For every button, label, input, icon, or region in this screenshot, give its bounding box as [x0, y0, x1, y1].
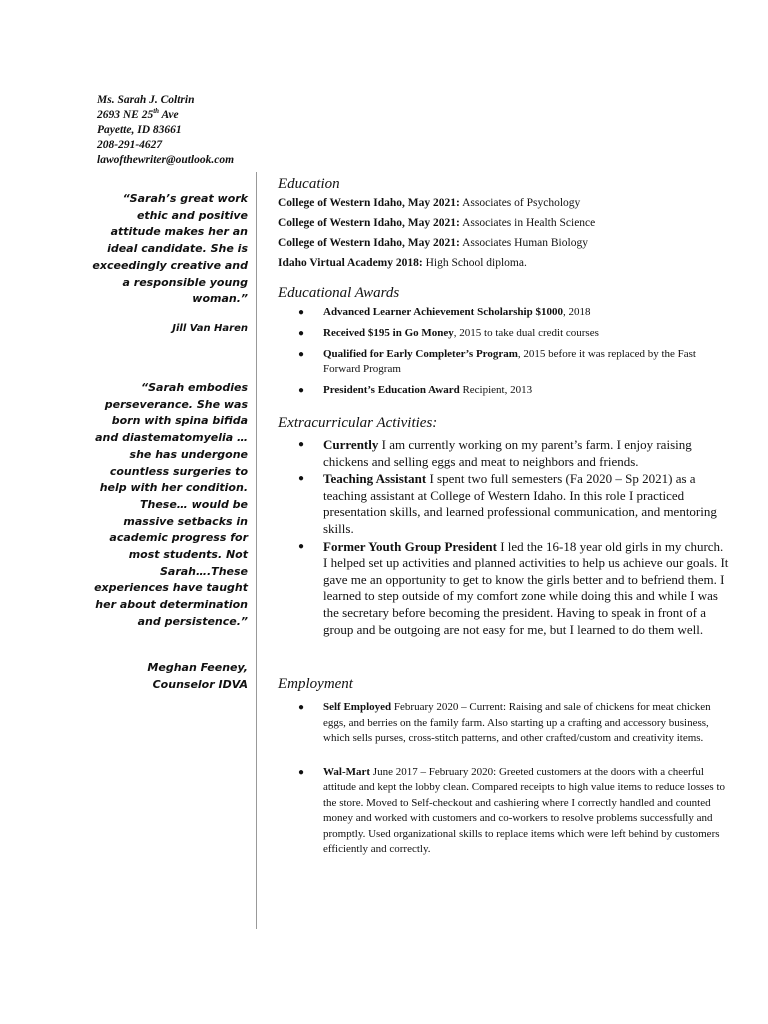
employment-detail: February 2020 – Current: Raising and sale of chickens for meat chicken eggs, and berries on the family farm. Also starting up a crafting and accessory business, which sells purses, cross-stitch patterns, and other crafted/custom and creativity items.	[323, 701, 711, 744]
award-title: President’s Education Award	[323, 384, 460, 396]
quote-1-author: Jill Van Haren	[172, 323, 248, 334]
awards-heading: Educational Awards	[278, 285, 400, 301]
award-title: Qualified for Early Completer’s Program	[323, 348, 518, 360]
education-school: College of Western Idaho, May 2021:	[278, 197, 460, 209]
employment-list	[278, 700, 730, 876]
award-title: Advanced Learner Achievement Scholarship $1000	[323, 306, 563, 318]
award-item	[278, 383, 730, 398]
address-number: 2693 NE 25	[97, 109, 154, 121]
extracurricular-list	[278, 437, 730, 639]
employment-detail: June 2017 – February 2020: Greeted customers at the doors with a cheerful attitude and kept the lobby clean. Compared receipts to high value items to reduce losses to the store. Moved to Self-checkout and cashiering where I correctly handled and counted money and worked with customers and co-workers to resolve problems successfully and promptly. Used organizational skills to replace items which were left behind by customers efficiently and correctly.	[323, 765, 725, 855]
education-heading: Education	[278, 176, 340, 192]
employment-employer: Wal-Mart	[323, 765, 371, 778]
award-item	[278, 326, 730, 341]
extracurricular-title: Teaching Assistant	[323, 471, 427, 487]
contact-block	[97, 93, 267, 168]
extracurricular-item	[278, 539, 730, 639]
extracurricular-detail: I led the 16-18 year old girls in my church. I helped set up activities and planned activities to help us achieve our goals. It gave me an opportunity to get to know the girls better and to befriend them. I learned to step outside of my comfort zone while doing this and while I was the secretary before becoming the president. Having to speak in front of a group and be outgoing are not easy for me, but I learned to do them well.	[323, 538, 729, 637]
awards-list	[278, 305, 730, 404]
bullet-icon: ●	[298, 766, 305, 778]
education-school: College of Western Idaho, May 2021:	[278, 217, 460, 229]
education-item	[278, 253, 595, 273]
award-detail: Recipient, 2013	[459, 384, 533, 396]
award-detail: , 2018	[562, 306, 591, 318]
education-item	[278, 233, 595, 253]
quote-2-text: “Sarah embodies perseverance. She was born with spina bifida and diastematomyelia …she has undergone countless surgeries to help with her condition. These… would be massive setbacks in academic progress for most students. Not Sarah….These experiences have taught her about determination and persistence.”	[94, 381, 248, 628]
award-detail: , 2015 before it was replaced by the Fast Forward Program	[323, 348, 696, 375]
extracurricular-title: Currently	[323, 437, 379, 452]
extracurricular-item	[278, 471, 730, 537]
education-school: College of Western Idaho, May 2021:	[278, 237, 460, 249]
extracurricular-detail: I spent two full semesters (Fa 2020 – Sp 2021) as a teaching assistant at College of Western Idaho. In this role I practiced presentation skills, and learned professional communication, and mentoring skills.	[323, 471, 717, 536]
bullet-icon: ●	[298, 385, 305, 396]
education-detail: Associates Human Biology	[459, 237, 588, 249]
address-street: Ave	[159, 109, 179, 121]
extracurricular-detail: I am currently working on my parent’s farm. I enjoy raising chickens and selling eggs and meat to neighbors and friends.	[323, 437, 692, 469]
contact-address	[97, 108, 267, 123]
contact-phone: 208-291-4627	[97, 139, 163, 151]
bullet-icon: ●	[298, 439, 305, 450]
award-title: Received $195 in Go Money	[323, 327, 454, 339]
award-item	[278, 347, 730, 377]
bullet-icon: ●	[298, 328, 305, 339]
bullet-icon: ●	[298, 349, 305, 360]
contact-city: Payette, ID 83661	[97, 124, 182, 136]
bullet-icon: ●	[298, 702, 305, 713]
award-item	[278, 305, 730, 320]
address-suffix: th	[153, 107, 160, 116]
education-detail: Associates in Health Science	[459, 217, 596, 229]
education-item	[278, 193, 595, 213]
education-detail: Associates of Psychology	[459, 197, 581, 209]
contact-email: lawofthewriter@outlook.com	[97, 154, 235, 166]
employment-item	[278, 765, 730, 858]
employment-item	[278, 700, 730, 747]
contact-name: Ms. Sarah J. Coltrin	[97, 94, 195, 106]
education-detail: High School diploma.	[422, 257, 527, 269]
education-list	[278, 193, 595, 273]
education-item	[278, 213, 595, 233]
extracurricular-item	[278, 437, 730, 470]
bullet-icon: ●	[298, 307, 305, 318]
extracurricular-heading: Extracurricular Activities:	[278, 415, 438, 431]
extracurricular-title: Former Youth Group President	[323, 538, 497, 554]
bullet-icon: ●	[298, 540, 305, 552]
education-school: Idaho Virtual Academy 2018:	[278, 257, 423, 269]
employment-heading: Employment	[278, 676, 353, 692]
award-detail: , 2015 to take dual credit courses	[453, 327, 599, 339]
column-divider	[256, 172, 257, 929]
bullet-icon: ●	[298, 473, 305, 485]
employment-employer: Self Employed	[323, 701, 392, 713]
quote-1-text: “Sarah’s great work ethic and positive attitude makes her an ideal candidate. She is exceedingly creative and a responsible young woman.”	[92, 192, 248, 306]
quote-2-author: Meghan Feeney, Counselor IDVA	[147, 661, 248, 691]
